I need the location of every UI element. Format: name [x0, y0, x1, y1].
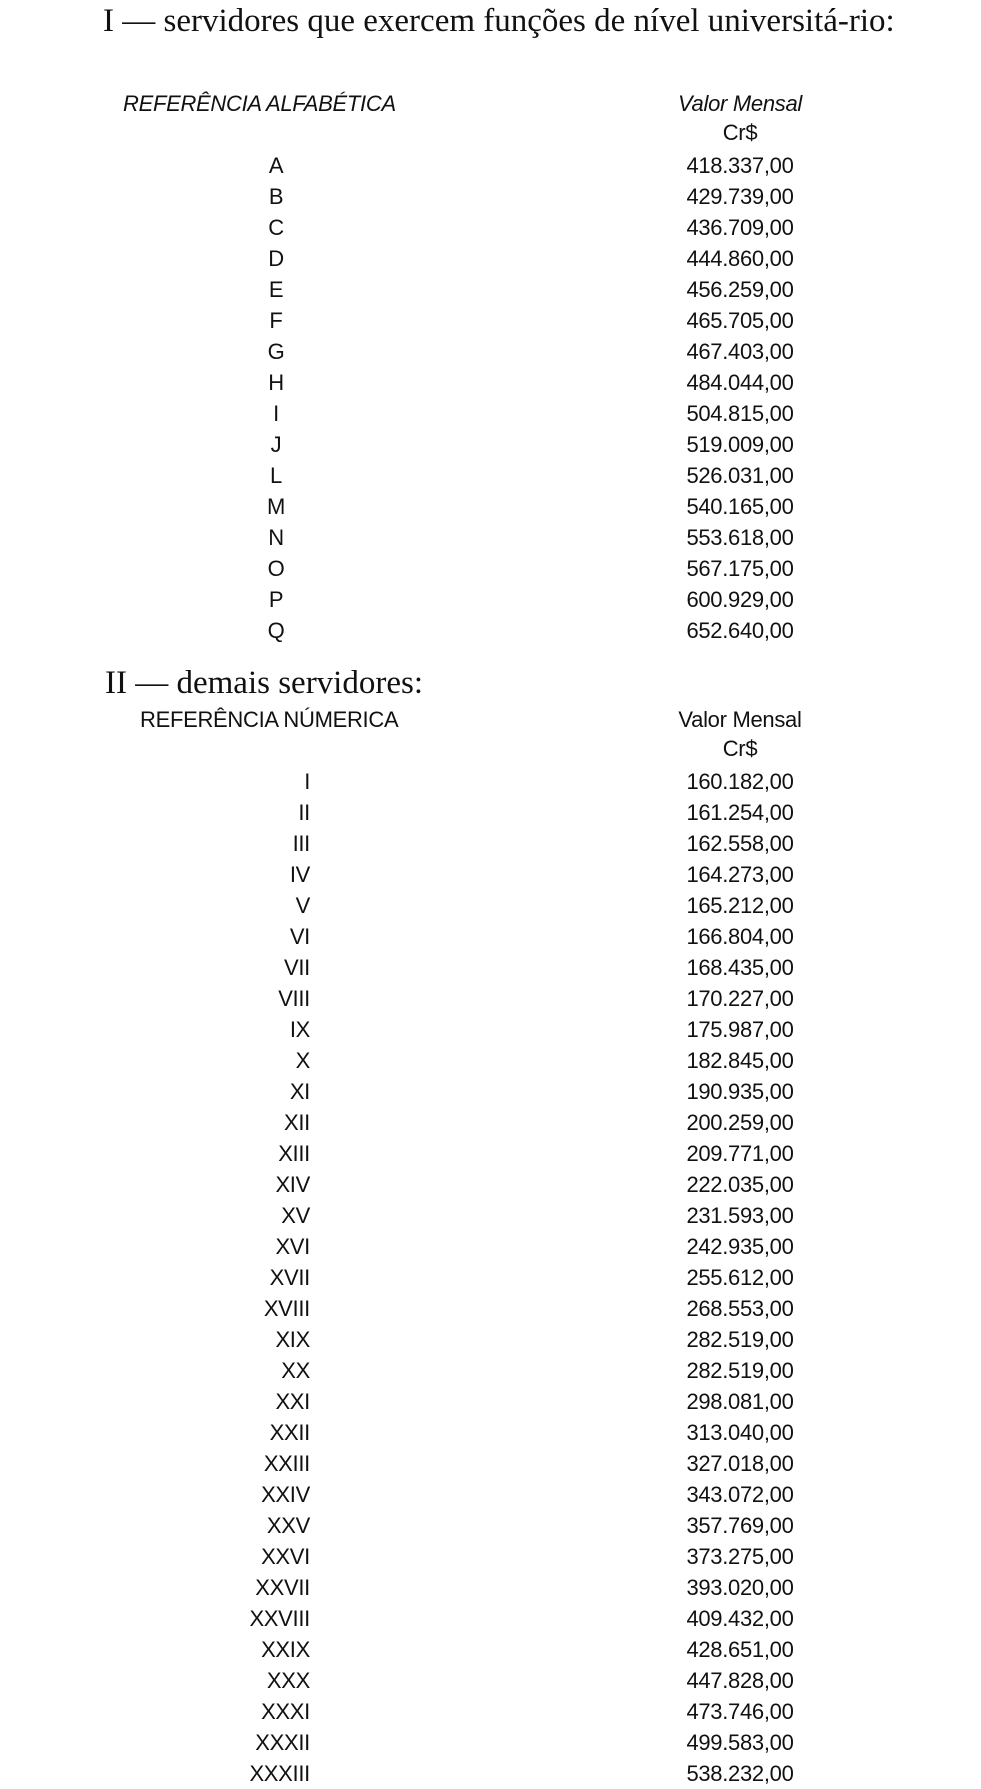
monthly-value-cell: 298.081,00 [686, 1389, 794, 1414]
monthly-value-cell: 504.815,00 [686, 401, 794, 426]
monthly-value-cell: 162.558,00 [686, 831, 794, 856]
table-row [0, 1479, 981, 1510]
monthly-value-cell: 222.035,00 [686, 1172, 794, 1197]
monthly-value-cell: 255.612,00 [686, 1265, 794, 1290]
table-row [0, 584, 981, 615]
monthly-value-cell: 429.739,00 [686, 184, 794, 209]
monthly-value-cell: 447.828,00 [686, 1668, 794, 1693]
table-row [0, 1634, 981, 1665]
table-row [0, 212, 981, 243]
monthly-value-cell: 313.040,00 [686, 1420, 794, 1445]
monthly-value-cell: 175.987,00 [686, 1017, 794, 1042]
reference-cell: XXV [266, 1513, 310, 1538]
monthly-value-cell: 567.175,00 [686, 556, 794, 581]
reference-cell: F [269, 308, 283, 333]
reference-cell: XXI [275, 1389, 310, 1414]
monthly-value-cell: 282.519,00 [686, 1358, 794, 1383]
reference-cell: XXIX [261, 1637, 310, 1662]
monthly-value-cell: 409.432,00 [686, 1606, 794, 1631]
table-row [0, 1510, 981, 1541]
table-row [0, 1727, 981, 1758]
reference-cell: G [267, 339, 285, 364]
section-1-currency-header: Cr$ [722, 120, 758, 145]
monthly-value-cell: 343.072,00 [686, 1482, 794, 1507]
monthly-value-cell: 418.337,00 [686, 153, 794, 178]
monthly-value-cell: 499.583,00 [686, 1730, 794, 1755]
table-row [0, 797, 981, 828]
table-row [0, 553, 981, 584]
reference-cell: N [268, 525, 284, 550]
table-row [0, 983, 981, 1014]
monthly-value-cell: 242.935,00 [686, 1234, 794, 1259]
table-row [0, 1076, 981, 1107]
monthly-value-cell: 519.009,00 [686, 432, 794, 457]
table-row [0, 274, 981, 305]
reference-cell: VII [284, 955, 310, 980]
reference-cell: E [268, 277, 284, 302]
reference-cell: XXXI [261, 1699, 310, 1724]
table-row [0, 491, 981, 522]
table-row [0, 1448, 981, 1479]
table-row [0, 305, 981, 336]
monthly-value-cell: 473.746,00 [686, 1699, 794, 1724]
reference-cell: Q [267, 618, 285, 643]
section-2-intro: II — demais servidores: [105, 665, 423, 701]
reference-cell: XXVI [261, 1544, 310, 1569]
reference-cell: M [266, 494, 286, 519]
monthly-value-cell: 168.435,00 [686, 955, 794, 980]
table-row [0, 1603, 981, 1634]
reference-cell: XXIV [261, 1482, 310, 1507]
reference-cell: XXXIII [249, 1761, 310, 1786]
table-row [0, 181, 981, 212]
table-row [0, 828, 981, 859]
table-row [0, 1355, 981, 1386]
table-row [0, 1696, 981, 1727]
table-row [0, 890, 981, 921]
table-row [0, 1169, 981, 1200]
reference-cell: V [295, 893, 310, 918]
reference-cell: I [304, 769, 310, 794]
table-row [0, 615, 981, 646]
table-row [0, 859, 981, 890]
table-row [0, 367, 981, 398]
monthly-value-cell: 393.020,00 [686, 1575, 794, 1600]
table-row [0, 766, 981, 797]
monthly-value-cell: 357.769,00 [686, 1513, 794, 1538]
table-row [0, 522, 981, 553]
monthly-value-cell: 540.165,00 [686, 494, 794, 519]
reference-cell: XX [281, 1358, 310, 1383]
section-1-intro: I — servidores que exercem funções de nível universitá-rio: [103, 3, 895, 39]
monthly-value-cell: 209.771,00 [686, 1141, 794, 1166]
reference-cell: II [298, 800, 310, 825]
section-1-table [0, 150, 981, 646]
reference-cell: I [273, 401, 279, 426]
reference-cell: J [270, 432, 282, 457]
table-row [0, 921, 981, 952]
reference-cell: XXIII [263, 1451, 310, 1476]
monthly-value-cell: 165.212,00 [686, 893, 794, 918]
table-row [0, 1045, 981, 1076]
table-row [0, 1386, 981, 1417]
monthly-value-cell: 200.259,00 [686, 1110, 794, 1135]
reference-cell: XV [281, 1203, 310, 1228]
reference-cell: C [268, 215, 284, 240]
monthly-value-cell: 538.232,00 [686, 1761, 794, 1786]
table-row [0, 1758, 981, 1789]
section-2-currency-header: Cr$ [722, 736, 758, 761]
reference-cell: XXX [266, 1668, 310, 1693]
reference-cell: XIX [275, 1327, 310, 1352]
table-row [0, 336, 981, 367]
monthly-value-cell: 428.651,00 [686, 1637, 794, 1662]
reference-cell: P [268, 587, 284, 612]
monthly-value-cell: 465.705,00 [686, 308, 794, 333]
section-1-value-header: Valor Mensal [678, 91, 802, 116]
monthly-value-cell: 456.259,00 [686, 277, 794, 302]
table-row [0, 1107, 981, 1138]
reference-cell: XVII [269, 1265, 310, 1290]
monthly-value-cell: 161.254,00 [686, 800, 794, 825]
table-row [0, 1665, 981, 1696]
monthly-value-cell: 190.935,00 [686, 1079, 794, 1104]
monthly-value-cell: 268.553,00 [686, 1296, 794, 1321]
reference-cell: XVI [275, 1234, 310, 1259]
table-row [0, 1200, 981, 1231]
monthly-value-cell: 166.804,00 [686, 924, 794, 949]
table-row [0, 1014, 981, 1045]
table-row [0, 1231, 981, 1262]
reference-cell: XIV [275, 1172, 310, 1197]
table-row [0, 1324, 981, 1355]
monthly-value-cell: 484.044,00 [686, 370, 794, 395]
reference-cell: L [270, 463, 282, 488]
monthly-value-cell: 467.403,00 [686, 339, 794, 364]
monthly-value-cell: 282.519,00 [686, 1327, 794, 1352]
reference-cell: III [292, 831, 310, 856]
monthly-value-cell: 327.018,00 [686, 1451, 794, 1476]
section-2-ref-header: REFERÊNCIA NÚMERICA [140, 707, 399, 732]
table-row [0, 1293, 981, 1324]
reference-cell: O [267, 556, 285, 581]
table-row [0, 952, 981, 983]
monthly-value-cell: 170.227,00 [686, 986, 794, 1011]
table-row [0, 1417, 981, 1448]
monthly-value-cell: 182.845,00 [686, 1048, 794, 1073]
monthly-value-cell: 526.031,00 [686, 463, 794, 488]
reference-cell: XXII [269, 1420, 310, 1445]
table-row [0, 398, 981, 429]
section-2-table [0, 766, 981, 1789]
reference-cell: D [268, 246, 284, 271]
table-row [0, 1138, 981, 1169]
reference-cell: B [268, 184, 284, 209]
reference-cell: XIII [278, 1141, 310, 1166]
table-row [0, 429, 981, 460]
table-row [0, 150, 981, 181]
reference-cell: X [295, 1048, 310, 1073]
monthly-value-cell: 373.275,00 [686, 1544, 794, 1569]
reference-cell: H [268, 370, 284, 395]
table-row [0, 460, 981, 491]
reference-cell: A [268, 153, 284, 178]
table-row [0, 243, 981, 274]
monthly-value-cell: 160.182,00 [686, 769, 794, 794]
reference-cell: XVIII [263, 1296, 310, 1321]
reference-cell: XXVIII [249, 1606, 310, 1631]
reference-cell: XXVII [255, 1575, 310, 1600]
reference-cell: XII [284, 1110, 310, 1135]
monthly-value-cell: 553.618,00 [686, 525, 794, 550]
reference-cell: IX [289, 1017, 310, 1042]
reference-cell: XXXII [255, 1730, 310, 1755]
monthly-value-cell: 231.593,00 [686, 1203, 794, 1228]
table-row [0, 1262, 981, 1293]
reference-cell: VIII [278, 986, 310, 1011]
monthly-value-cell: 436.709,00 [686, 215, 794, 240]
table-row [0, 1541, 981, 1572]
reference-cell: XI [289, 1079, 310, 1104]
reference-cell: IV [289, 862, 310, 887]
section-1-ref-header: REFERÊNCIA ALFABÉTICA [123, 91, 396, 116]
monthly-value-cell: 164.273,00 [686, 862, 794, 887]
table-row [0, 1572, 981, 1603]
monthly-value-cell: 444.860,00 [686, 246, 794, 271]
section-2-value-header: Valor Mensal [678, 707, 802, 732]
monthly-value-cell: 600.929,00 [686, 587, 794, 612]
monthly-value-cell: 652.640,00 [686, 618, 794, 643]
reference-cell: VI [289, 924, 310, 949]
